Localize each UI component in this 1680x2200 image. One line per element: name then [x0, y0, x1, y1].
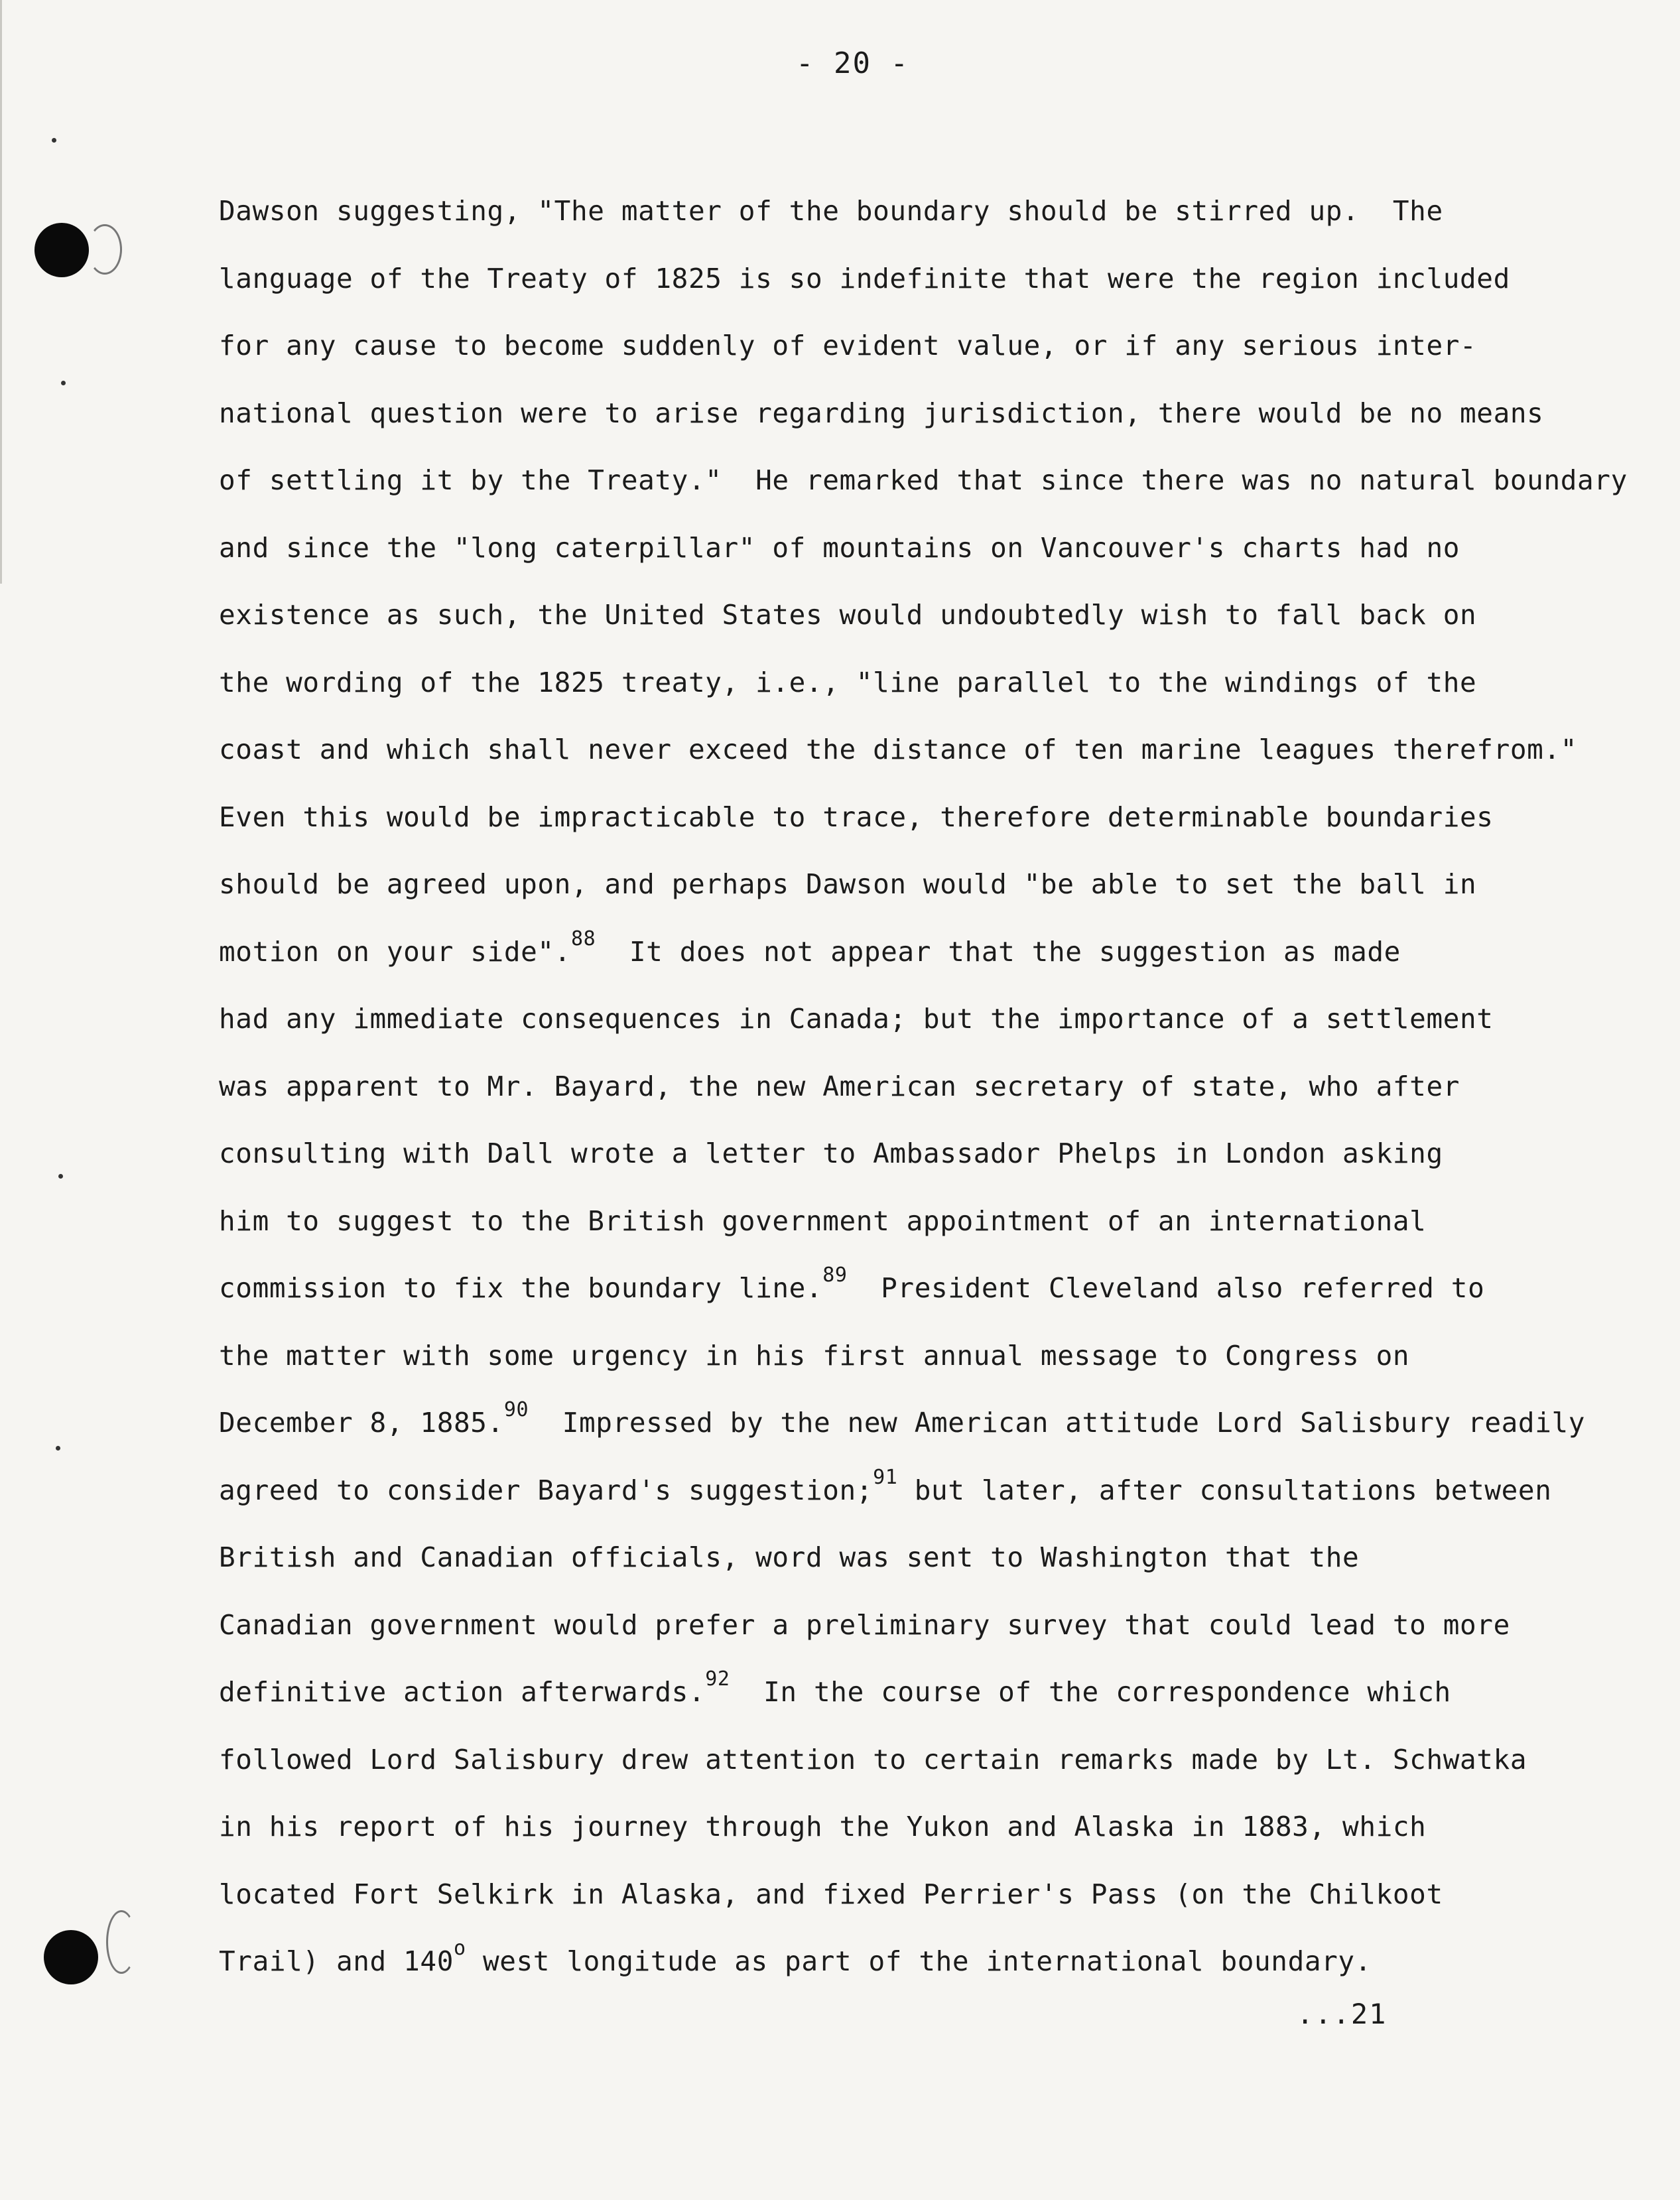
text-line	[219, 1255, 1625, 1323]
text-line: and since the "long caterpillar" of mountains on Vancouver's charts had no	[219, 531, 1460, 564]
line-text: President Cleveland also referred to	[847, 1272, 1485, 1304]
text-line	[219, 1659, 1625, 1726]
text-line: British and Canadian officials, word was sent to Washington that the	[219, 1541, 1360, 1573]
body-text	[219, 178, 1628, 1996]
text-line: him to suggest to the British government appointment of an international	[219, 1204, 1427, 1237]
line-text: definitive action afterwards.	[219, 1676, 706, 1708]
line-text: commission to fix the boundary line.	[219, 1272, 823, 1304]
text-line: Dawson suggesting, "The matter of the boundary should be stirred up. The	[219, 195, 1443, 227]
punch-hole-shadow-top	[88, 224, 122, 275]
text-line: should be agreed upon, and perhaps Dawson would "be able to set the ball in	[219, 868, 1477, 900]
line-text: agreed to consider Bayard's suggestion;	[219, 1474, 873, 1506]
footnote-marker: 89	[822, 1263, 848, 1287]
punch-hole-top	[34, 223, 89, 277]
line-text: west longitude as part of the international boundary.	[466, 1945, 1372, 1977]
text-line: of settling it by the Treaty." He remarked that since there was no natural boundary	[219, 464, 1628, 496]
line-text: Trail) and 140	[219, 1945, 454, 1977]
scan-speck	[61, 381, 66, 385]
text-line: had any immediate consequences in Canada; but the importance of a settlement	[219, 1003, 1494, 1035]
text-line: was apparent to Mr. Bayard, the new American secretary of state, who after	[219, 1070, 1460, 1102]
scan-speck	[58, 1174, 63, 1179]
footnote-marker: 92	[705, 1667, 730, 1691]
text-line: existence as such, the United States would undoubtedly wish to fall back on	[219, 599, 1477, 631]
text-line: located Fort Selkirk in Alaska, and fixed Perrier's Pass (on the Chilkoot	[219, 1878, 1443, 1910]
punch-hole-shadow-bottom	[106, 1910, 137, 1974]
punch-hole-bottom	[44, 1930, 98, 1984]
page-number: - 20 -	[796, 46, 909, 80]
line-text: but later, after consultations between	[897, 1474, 1552, 1506]
line-text: It does not appear that the suggestion as made	[596, 935, 1401, 968]
text-line	[219, 1390, 1625, 1457]
line-text: December 8, 1885.	[219, 1407, 504, 1439]
text-line	[219, 1457, 1625, 1525]
text-line: consulting with Dall wrote a letter to Ambassador Phelps in London asking	[219, 1137, 1443, 1169]
line-text: Impressed by the new American attitude Lord Salisbury readily	[529, 1407, 1586, 1439]
line-text: In the course of the correspondence which	[730, 1676, 1451, 1708]
text-line: in his report of his journey through the Yukon and Alaska in 1883, which	[219, 1811, 1427, 1843]
text-line	[219, 1928, 1625, 1996]
text-line	[219, 919, 1625, 986]
text-line: national question were to arise regarding jurisdiction, there would be no means	[219, 397, 1544, 429]
footnote-marker: 90	[503, 1398, 529, 1421]
text-line: the matter with some urgency in his first annual message to Congress on	[219, 1339, 1410, 1372]
text-line: followed Lord Salisbury drew attention to certain remarks made by Lt. Schwatka	[219, 1743, 1527, 1776]
continuation-marker: ...21	[1297, 1998, 1388, 2030]
scan-speck	[52, 138, 56, 143]
footnote-marker: 88	[570, 927, 596, 950]
scan-speck	[56, 1446, 60, 1451]
text-line: coast and which shall never exceed the distance of ten marine leagues therefrom."	[219, 734, 1578, 765]
text-line: for any cause to become suddenly of evident value, or if any serious inter-	[219, 330, 1477, 361]
scan-margin-edge	[0, 0, 2, 584]
line-text: motion on your side".	[219, 935, 571, 968]
footnote-marker: 91	[873, 1465, 898, 1489]
text-line: Canadian government would prefer a preliminary survey that could lead to more	[219, 1608, 1510, 1641]
text-line: the wording of the 1825 treaty, i.e., "line parallel to the windings of the	[219, 666, 1477, 698]
text-line: Even this would be impracticable to trace, therefore determinable boundaries	[219, 801, 1494, 833]
text-line: language of the Treaty of 1825 is so indefinite that were the region included	[219, 262, 1510, 294]
footnote-marker: o	[453, 1937, 466, 1960]
